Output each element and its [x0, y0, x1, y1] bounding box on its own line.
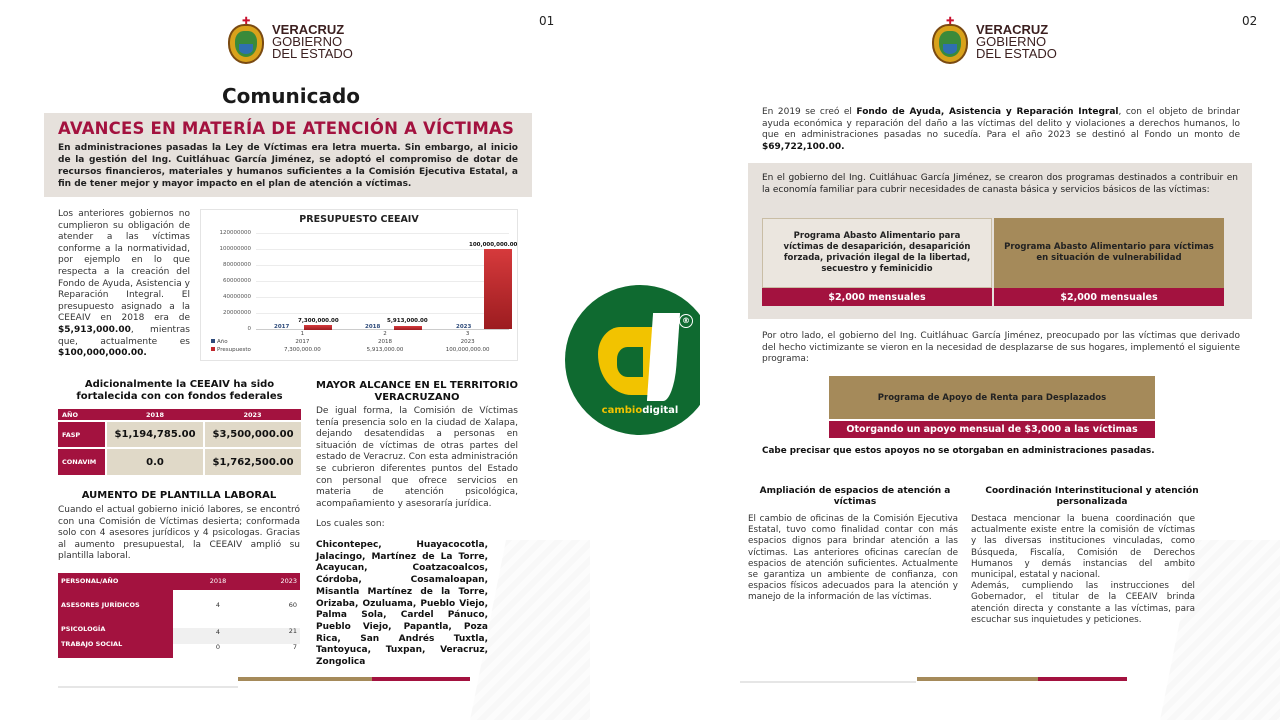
chart-title: PRESUPUESTO CEEAIV [299, 214, 419, 225]
program-card-2: Programa Abasto Alimentario para víctimas en situación de vulnerabilidad [994, 218, 1224, 288]
page-number: 01 [539, 14, 555, 28]
page-title: Comunicado [222, 84, 360, 108]
registered-icon: ® [679, 314, 693, 328]
reach-section-title: MAYOR ALCANCE EN EL TERRITORIO VERACRUZANO [316, 380, 518, 403]
program-card-1: Programa Abasto Alimentario para víctimas de desaparición, desaparición forzada, privación ilegal de la libertad, secuestro y feminicidio [762, 218, 992, 288]
veracruz-logo [226, 18, 353, 66]
rent-program-amount: Otorgando un apoyo mensual de $3,000 a las víctimas [829, 421, 1155, 438]
table-row: FASP $1,194,785.00 $3,500,000.00 [58, 421, 301, 448]
rent-program-card: Programa de Apoyo de Renta para Desplazados [829, 376, 1155, 419]
federal-funds-title: Adicionalmente la CEEAIV ha sido fortalecida con con fondos federales [76, 379, 283, 402]
municipalities-list: Chicontepec, Huayacocotla, Jalacingo, Martínez de La Torre, Acayucan, Coatzacoalcos, Córdoba, Cosamaloapan, Misantla Martínez de la Torre, Orizaba, Ozuluama, Pueblo Viejo, Palma Sola, Cardel Pánuco, Pueblo Viejo, Papantla, Poza Rica, San Andrés Tuxtla, Tantoyuca, Tuxpan, Veracruz, Zongolica [316, 540, 488, 668]
logo-line-3: DEL ESTADO [976, 46, 1057, 61]
intro-box [44, 113, 532, 197]
reach-paragraph: De igual forma, la Comisión de Víctimas tenía presencia solo en la ciudad de Xalapa, dejando desatendidas a personas en situación de víctimas de otras partes del estado de Veracruz. Con esta administración se cubrieron diferentes puntos del Estado con personal que ofrece servicios en materia de atención psicológica, acompañamiento y asesoraría jurídica. [316, 406, 518, 509]
staff-section-title: AUMENTO DE PLANTILLA LABORAL [81, 490, 277, 501]
logo-line-2: GOBIERNO [272, 34, 343, 49]
table-row: ASESORES JURÍDICOS 4 60 [61, 601, 297, 609]
veracruz-logo [930, 18, 1057, 66]
budget-chart: PRESUPUESTO CEEAIV 120000000 100000000 80000000 60000000 40000000 20000000 0 2017 7,300,000.00 2018 5,913,000.00 2023 100,000,000.00 1 2 3 Año 2017 2018 2023 Presupuesto 7,300,000.00 5,913,000.00 100,000,000.00 [200, 209, 518, 361]
coat-of-arms-icon: ✚ [226, 18, 266, 66]
footer-red-bar [372, 677, 470, 681]
watermark-pattern [470, 540, 590, 720]
logo-d-shape [647, 313, 680, 401]
fund-amount: $69,722,100.00. [762, 141, 845, 152]
logo-line-3: DEL ESTADO [272, 46, 353, 61]
table-row: PSICOLOGÍA 4 21 [61, 625, 297, 636]
footer-divider [58, 686, 238, 688]
footer-red-bar [1038, 677, 1127, 681]
intro-title: AVANCES EN MATERÍA DE ATENCIÓN A VÍCTIMAS [58, 119, 515, 138]
coordination-section-title: Coordinación Interinstitucional y atención personalizada [985, 486, 1199, 507]
bar-2017 [304, 325, 332, 330]
bar-2023 [484, 249, 512, 329]
program-amount-1: $2,000 mensuales [762, 288, 992, 306]
note-text: Cabe precisar que estos apoyos no se otorgaban en administraciones pasadas. [762, 446, 1155, 456]
amount-current: $100,000,000.00. [58, 348, 147, 359]
bar-2018 [394, 326, 422, 330]
spaces-section-title: Ampliación de espacios de atención a víctimas [759, 486, 951, 507]
coordination-paragraph: Destaca mencionar la buena coordinación que actualmente existe entre la comisión de víctimas y las diversas instituciones vinculadas, como Búsqueda, Fiscalía, Comisión de Derechos Humanos y demás instancias del ambito municipal, estatal y nacional. Además, cumpliendo las instrucciones del Gobernador, el titular de la CEEAIV brinda atención directa y constante a las víctimas, para escuchar sus inquietudes y peticiones. [971, 514, 1195, 625]
amount-2018: $5,913,000.00 [58, 324, 131, 335]
budget-paragraph: Los anteriores gobiernos no cumplieron su obligación de atender a las víctimas conforme a la normatividad, por ejemplo en lo que respecta a la creación del Fondo de Ayuda, Asistencia y Reparación Integral. El presupuesto asignado a la CEEAIV en 2018 era de $5,913,000.00, mientras que, actualmente es $100,000,000.00. [58, 209, 190, 359]
logo-wordmark: cambiodigital [601, 405, 679, 416]
programs-intro: En el gobierno del Ing. Cuitláhuac García Jiménez, se crearon dos programas destinados a contribuir en la economía familiar para cubrir necesidades de canasta básica y servicios básicos de las víctimas: [762, 173, 1238, 195]
table-row: TRABAJO SOCIAL 0 7 [61, 640, 297, 651]
displaced-paragraph: Por otro lado, el gobierno del Ing. Cuitláhuac García Jiménez, preocupado por las víctimas que derivado del hecho victimizante se vieron en la necesidad de desplazarse de sus hogares, implementó el siguiente programa: [762, 331, 1240, 365]
federal-funds-table: AÑO 2018 2023 FASP $1,194,785.00 $3,500,000.00 CONAVIM 0.0 $1,762,500.00 [58, 409, 301, 475]
footer-gold-bar [238, 677, 372, 681]
document-page-2 [700, 0, 1280, 720]
municipalities-intro: Los cuales son: [316, 519, 385, 529]
logo-line-1: VERACRUZ [272, 22, 345, 37]
intro-text: En administraciones pasadas la Ley de Víctimas era letra muerta. Sin embargo, al inicio de la gestión del Ing. Cuitláhuac García Jiménez, se adoptó el compromiso de dotar de recursos financieros, materiales y humanos suficientes a la Comisión Ejecutiva Estatal, a fin de tener mejor y mayor impacto en el plan de atención a víctimas. [58, 143, 518, 189]
table-row: CONAVIM 0.0 $1,762,500.00 [58, 448, 301, 475]
logo-line-1: VERACRUZ [976, 22, 1049, 37]
fund-paragraph: En 2019 se creó el Fondo de Ayuda, Asistencia y Reparación Integral, con el objeto de brindar ayuda económica y reparación del daño a las víctimas del delito y violaciones a derechos humanos, lo que en administraciones pasadas no sucedía. Para el año 2023 se destinó al Fondo un monto de $69,722,100.00. [762, 107, 1241, 152]
cambio-digital-logo [565, 285, 715, 435]
logo-line-2: GOBIERNO [976, 34, 1047, 49]
staff-table: PERSONAL/AÑO 2018 2023 ASESORES JURÍDICOS 4 60 PSICOLOGÍA 4 21 TRABAJO SOCIAL 0 7 [58, 573, 300, 658]
footer-divider [740, 681, 916, 683]
spaces-paragraph: El cambio de oficinas de la Comisión Ejecutiva Estatal, tuvo como finalidad contar con más espacios dignos para brindar atención a las víctimas. Las anteriores oficinas carecían de espacios de atención suficientes. Actualmente se garantiza un ambiente de confianza, con espacios físicos adecuados para la atención y manejo de la información de las víctimas. [748, 514, 958, 603]
document-page-1 [0, 0, 590, 720]
staff-paragraph: Cuando el actual gobierno inició labores, se encontró con una Comisión de Víctimas desierta; conformada solo con 4 asesores jurídicos y 4 psicologas. Gracias al aumento presupuestal, la CEEAIV amplió su plantilla laboral. [58, 505, 300, 561]
page-number: 02 [1242, 14, 1258, 28]
programs-box [748, 163, 1252, 319]
footer-gold-bar [917, 677, 1038, 681]
program-amount-2: $2,000 mensuales [994, 288, 1224, 306]
coat-of-arms-icon: ✚ [930, 18, 970, 66]
